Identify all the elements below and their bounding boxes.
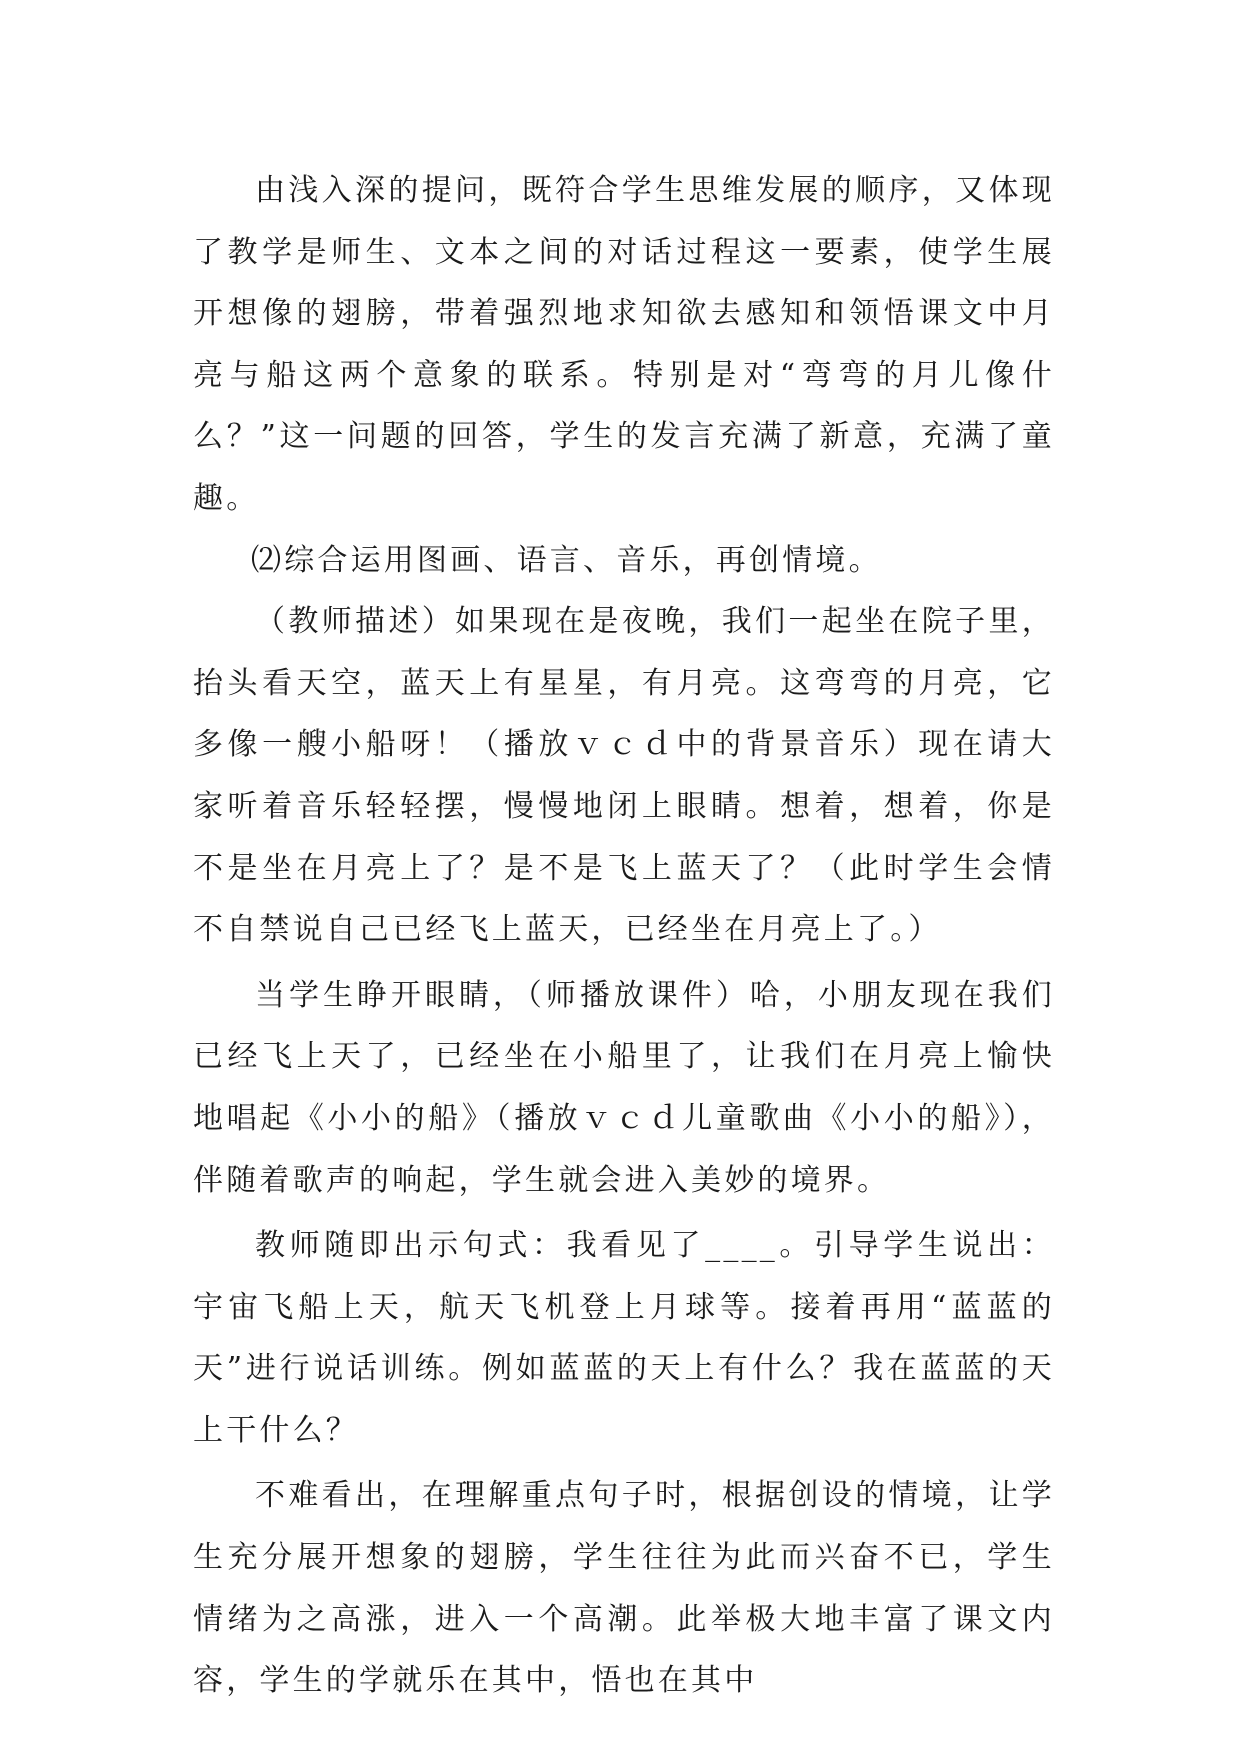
paragraph-subheading-situation: ⑵综合运用图画、语言、音乐，再创情境。	[251, 542, 882, 578]
paragraph-students-open-eyes: 当学生睁开眼睛，（师播放课件）哈，小朋友现在我们已经飞上天了，已经坐在小船里了，让我们在月亮上愉快地唱起《小小的船》（播放ｖｃｄ儿童歌曲《小小的船》），伴随着歌声的响起，学生就会进入美妙的境界。	[193, 977, 1055, 1198]
document-body	[193, 160, 1055, 1712]
paragraph-conclusion: 不难看出，在理解重点句子时，根据创设的情境，让学生充分展开想象的翅膀，学生往往为此而兴奋不已，学生情绪为之高涨，进入一个高潮。此举极大地丰富了课文内容，学生的学就乐在其中，悟也在其中	[193, 1478, 1055, 1699]
paragraph-teacher-description: （教师描述）如果现在是夜晚，我们一起坐在院子里，抬头看天空，蓝天上有星星，有月亮。这弯弯的月亮，它多像一艘小船呀！（播放ｖｃｄ中的背景音乐）现在请大家听着音乐轻轻摆，慢慢地闭上眼睛。想着，想着，你是不是坐在月亮上了？是不是飞上蓝天了？（此时学生会情不自禁说自己已经飞上蓝天，已经坐在月亮上了。）	[193, 604, 1055, 948]
paragraph-sentence-pattern: 教师随即出示句式：我看见了____。引导学生说出：宇宙飞船上天，航天飞机登上月球等。接着再用“蓝蓝的天”进行说话训练。例如蓝蓝的天上有什么？我在蓝蓝的天上干什么？	[193, 1228, 1055, 1448]
paragraph-question-method: 由浅入深的提问，既符合学生思维发展的顺序，又体现了教学是师生、文本之间的对话过程这一要素，使学生展开想像的翅膀，带着强烈地求知欲去感知和领悟课文中月亮与船这两个意象的联系。特别是对“弯弯的月儿像什么？”这一问题的回答，学生的发言充满了新意，充满了童趣。	[193, 173, 1055, 516]
